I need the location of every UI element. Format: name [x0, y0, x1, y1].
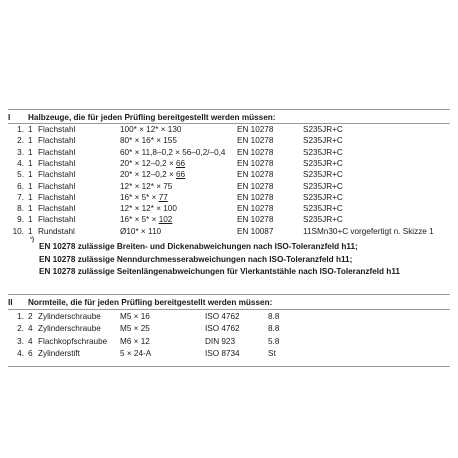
row-index: 5. — [17, 170, 24, 180]
row-name: Flachstahl — [38, 136, 76, 146]
row-name: Zylinderschraube — [38, 324, 101, 334]
row-standard: DIN 923 — [205, 336, 236, 346]
row-name: Flachkopfschraube — [38, 336, 108, 346]
row-index: 6. — [17, 181, 24, 191]
row-name: Flachstahl — [38, 170, 76, 180]
row-strength-class: 5.8 — [268, 336, 280, 346]
footnote-line-1: EN 10278 zulässige Breiten- und Dickenabweichungen nach ISO-Toleranzfeld h11; — [39, 242, 358, 251]
row-material: S235JR+C — [303, 136, 343, 146]
row-standard: EN 10278 — [237, 181, 274, 191]
table-row — [0, 338, 458, 349]
row-name: Flachstahl — [38, 125, 76, 134]
row-name: Flachstahl — [38, 192, 76, 202]
row-dimensions — [120, 216, 172, 224]
row-quantity: 1 — [28, 204, 33, 214]
row-index: 8. — [17, 204, 24, 214]
section-2-heading: Normteile, die für jeden Prüfling bereitgestellt werden müssen: — [28, 298, 273, 307]
row-standard: EN 10278 — [237, 204, 274, 214]
row-dimensions — [120, 205, 177, 213]
dimension-text: 12* × 12* × 100 — [120, 204, 177, 214]
row-standard: EN 10278 — [237, 147, 274, 157]
dimension-underlined: 102 — [158, 215, 173, 225]
row-standard: EN 10278 — [237, 192, 274, 202]
row-material: 11SMn30+C vorgefertigt n. Skizze 1 — [303, 226, 434, 236]
row-quantity: 1 — [28, 125, 33, 134]
row-standard: EN 10278 — [237, 215, 274, 225]
table-row — [0, 228, 458, 239]
row-material: S235JR+C — [303, 170, 343, 180]
row-dimensions: M6 × 12 — [120, 336, 150, 346]
section-1-heading-rule — [8, 123, 450, 124]
row-quantity: 1 — [28, 192, 33, 202]
row-name: Zylinderstift — [38, 348, 80, 358]
row-material: S235JR+C — [303, 204, 343, 214]
dimension-text: 60* × 11,8–0,2 × 56–0,2/–0,4 — [120, 147, 226, 157]
table-row — [0, 149, 458, 160]
row-index: 2. — [17, 136, 24, 146]
table-row — [0, 171, 458, 182]
row-index: 2. — [17, 324, 24, 334]
row-strength-class: 8.8 — [268, 312, 280, 321]
row-quantity: 4 — [28, 336, 33, 346]
dimension-text: Ø10* × 110 — [120, 226, 162, 236]
row-index: 1. — [17, 125, 24, 134]
row-standard: ISO 8734 — [205, 348, 240, 358]
dimension-text: 16* × 5* × — [120, 215, 159, 225]
row-standard: ISO 4762 — [205, 312, 240, 321]
row-standard: EN 10278 — [237, 170, 274, 180]
row-index: 7. — [17, 192, 24, 202]
row-dimensions — [120, 171, 185, 179]
row-dimensions — [120, 160, 185, 168]
row-quantity: 1 — [28, 136, 33, 146]
row-quantity: 1 — [28, 158, 33, 168]
row-quantity: 1 — [28, 226, 33, 236]
dimension-text: 12* × 12* × 75 — [120, 181, 173, 191]
row-dimensions: 5 × 24-A — [120, 348, 152, 358]
section-2-roman: II — [8, 298, 13, 307]
row-material: S235JR+C — [303, 215, 343, 225]
table-row — [0, 325, 458, 336]
row-dimensions — [120, 126, 181, 134]
footnote-marker: ¹) — [30, 237, 34, 243]
row-index: 4. — [17, 348, 24, 358]
row-name: Zylinderschraube — [38, 312, 101, 321]
dimension-text: 16* × 5* × — [120, 192, 159, 202]
row-name: Rundstahl — [38, 226, 75, 236]
row-dimensions: M5 × 16 — [120, 312, 150, 321]
row-material: S235JR+C — [303, 192, 343, 202]
dimension-text: 80* × 16* × 155 — [120, 136, 177, 146]
row-name: Flachstahl — [38, 181, 76, 191]
footnote-line-2: EN 10278 zulässige Nenndurchmesserabweichungen nach ISO-Toleranzfeld h11; — [39, 255, 353, 264]
row-index: 3. — [17, 147, 24, 157]
footnote-line-3: EN 10278 zulässige Seitenlängenabweichungen für Vierkantstähle nach ISO-Toleranzfeld h11 — [39, 267, 400, 276]
row-quantity: 1 — [28, 147, 33, 157]
row-dimensions — [120, 228, 161, 236]
row-quantity: 1 — [28, 170, 33, 180]
row-index: 3. — [17, 336, 24, 346]
table-row — [0, 350, 458, 361]
row-material: S235JR+C — [303, 147, 343, 157]
row-index: 4. — [17, 158, 24, 168]
row-index: 1. — [17, 312, 24, 321]
section-2-heading-rule — [8, 309, 450, 310]
dimension-underlined: 66 — [176, 158, 186, 168]
row-material: S235JR+C — [303, 158, 343, 168]
row-standard: EN 10278 — [237, 136, 274, 146]
row-quantity: 1 — [28, 215, 33, 225]
row-dimensions — [120, 137, 177, 145]
table-row — [0, 183, 458, 194]
row-dimensions — [120, 149, 225, 157]
section-1-roman: I — [8, 113, 11, 122]
row-standard: ISO 4762 — [205, 324, 240, 334]
dimension-text: 100* × 12* × 130 — [120, 125, 182, 134]
row-index: 9. — [17, 215, 24, 225]
row-name: Flachstahl — [38, 215, 76, 225]
row-index: 10. — [12, 226, 24, 236]
bottom-rule — [8, 366, 450, 367]
row-dimensions — [120, 183, 172, 191]
row-dimensions: M5 × 25 — [120, 324, 150, 334]
dimension-text: 20* × 12–0,2 × — [120, 158, 176, 168]
row-quantity: 1 — [28, 181, 33, 191]
row-strength-class: St — [268, 348, 276, 358]
table-row — [0, 137, 458, 148]
section-1-heading: Halbzeuge, die für jeden Prüfling bereitgestellt werden müssen: — [28, 113, 276, 122]
row-quantity: 4 — [28, 324, 33, 334]
row-quantity: 6 — [28, 348, 33, 358]
dimension-underlined: 77 — [158, 192, 168, 202]
row-name: Flachstahl — [38, 158, 76, 168]
row-standard: EN 10278 — [237, 158, 274, 168]
row-dimensions — [120, 194, 168, 202]
dimension-underlined: 66 — [176, 170, 186, 180]
row-name: Flachstahl — [38, 204, 76, 214]
table-row — [0, 313, 458, 324]
section-2-top-rule — [8, 294, 450, 295]
row-material: S235JR+C — [303, 181, 343, 191]
section-1-top-rule — [8, 109, 450, 110]
table-row — [0, 216, 458, 227]
row-standard: EN 10278 — [237, 125, 274, 134]
row-quantity: 2 — [28, 312, 33, 321]
row-standard: EN 10087 — [237, 226, 274, 236]
row-strength-class: 8.8 — [268, 324, 280, 334]
row-material: S235JR+C — [303, 125, 343, 134]
row-name: Flachstahl — [38, 147, 76, 157]
dimension-text: 20* × 12–0,2 × — [120, 170, 176, 180]
